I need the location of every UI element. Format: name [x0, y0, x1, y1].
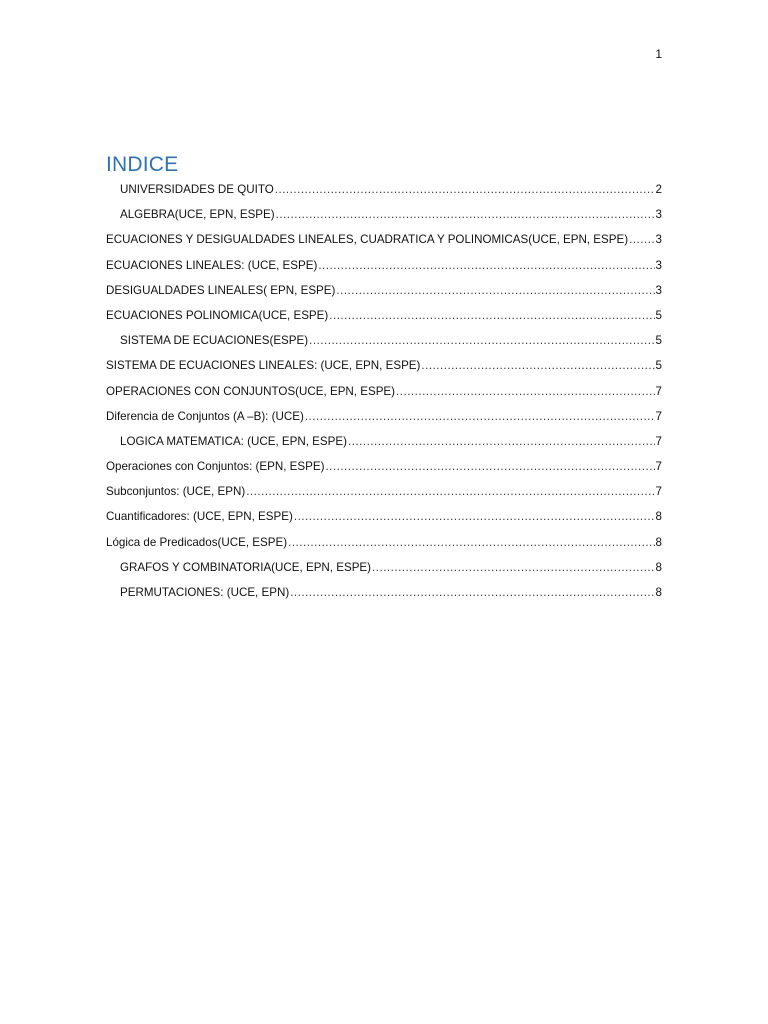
toc-entry[interactable]: [106, 479, 662, 504]
toc-entry-page-number: 7: [655, 409, 662, 423]
toc-entry-label: ECUACIONES POLINOMICA(UCE, ESPE): [106, 308, 329, 322]
toc-entry-page-number: 2: [655, 183, 662, 196]
toc-entry[interactable]: [106, 580, 662, 605]
toc-entry-page-number: 3: [655, 258, 662, 272]
toc-entry-label: Cuantificadores: (UCE, EPN, ESPE): [106, 510, 293, 524]
toc-entry-page-number: 8: [655, 560, 662, 574]
toc-entry[interactable]: [106, 227, 662, 252]
toc-entry[interactable]: [106, 353, 662, 378]
toc-entry[interactable]: [106, 429, 662, 454]
page-number: 1: [655, 47, 662, 61]
toc-entry-page-number: 5: [655, 359, 662, 373]
toc-entry-page-number: 3: [655, 233, 662, 247]
toc-entry-label: SISTEMA DE ECUACIONES LINEALES: (UCE, EPN, ESPE): [106, 359, 421, 373]
toc-dot-leader: [246, 479, 654, 504]
toc-entry-label: Diferencia de Conjuntos (A –B): (UCE): [106, 409, 304, 423]
toc-entry-label: ECUACIONES Y DESIGUALDADES LINEALES, CUADRATICA Y POLINOMICAS(UCE, EPN, ESPE): [106, 233, 629, 247]
toc-entry-label: ALGEBRA(UCE, EPN, ESPE): [120, 208, 275, 222]
toc-dot-leader: [290, 580, 654, 605]
toc-entry-label: OPERACIONES CON CONJUNTOS(UCE, EPN, ESPE): [106, 384, 396, 398]
table-of-contents: [106, 177, 662, 605]
toc-entry-label: SISTEMA DE ECUACIONES(ESPE): [120, 334, 309, 348]
toc-entry[interactable]: [106, 328, 662, 353]
toc-entry-label: UNIVERSIDADES DE QUITO: [120, 183, 274, 196]
toc-dot-leader: [348, 429, 655, 454]
toc-entry-page-number: 3: [655, 208, 662, 222]
toc-dot-leader: [629, 227, 654, 252]
toc-entry[interactable]: [106, 202, 662, 227]
toc-entry[interactable]: [106, 177, 662, 202]
toc-dot-leader: [309, 328, 654, 353]
toc-entry[interactable]: [106, 303, 662, 328]
toc-dot-leader: [294, 504, 655, 529]
toc-entry[interactable]: [106, 253, 662, 278]
toc-entry-page-number: 8: [655, 535, 662, 549]
toc-dot-leader: [276, 202, 655, 227]
toc-entry-label: ECUACIONES LINEALES: (UCE, ESPE): [106, 258, 318, 272]
toc-entry-label: DESIGUALDADES LINEALES( EPN, ESPE): [106, 283, 336, 297]
toc-dot-leader: [318, 253, 654, 278]
toc-dot-leader: [305, 404, 655, 429]
toc-title: INDICE: [106, 153, 179, 176]
toc-entry-label: GRAFOS Y COMBINATORIA(UCE, EPN, ESPE): [120, 560, 372, 574]
toc-dot-leader: [336, 278, 654, 303]
toc-entry-label: Subconjuntos: (UCE, EPN): [106, 485, 246, 499]
toc-dot-leader: [325, 454, 654, 479]
toc-entry-page-number: 5: [655, 308, 662, 322]
toc-entry-page-number: 8: [655, 586, 662, 599]
toc-entry-page-number: 7: [655, 434, 662, 448]
toc-dot-leader: [372, 555, 655, 580]
toc-entry[interactable]: [106, 555, 662, 580]
toc-dot-leader: [329, 303, 654, 328]
toc-dot-leader: [421, 353, 654, 378]
toc-entry[interactable]: [106, 530, 662, 555]
toc-entry[interactable]: [106, 504, 662, 529]
toc-entry[interactable]: [106, 404, 662, 429]
toc-entry-page-number: 8: [655, 510, 662, 524]
toc-entry-label: PERMUTACIONES: (UCE, EPN): [120, 586, 290, 599]
toc-dot-leader: [288, 530, 654, 555]
toc-entry-page-number: 7: [655, 485, 662, 499]
toc-dot-leader: [275, 177, 655, 202]
toc-entry[interactable]: [106, 278, 662, 303]
toc-entry-label: Lógica de Predicados(UCE, ESPE): [106, 535, 288, 549]
toc-entry[interactable]: [106, 379, 662, 404]
toc-entry-page-number: 7: [655, 460, 662, 474]
toc-entry-page-number: 5: [655, 334, 662, 348]
toc-entry-label: Operaciones con Conjuntos: (EPN, ESPE): [106, 460, 325, 474]
toc-dot-leader: [396, 379, 655, 404]
toc-entry-page-number: 7: [655, 384, 662, 398]
toc-entry-page-number: 3: [655, 283, 662, 297]
toc-entry[interactable]: [106, 454, 662, 479]
toc-entry-label: LOGICA MATEMATICA: (UCE, EPN, ESPE): [120, 434, 347, 448]
